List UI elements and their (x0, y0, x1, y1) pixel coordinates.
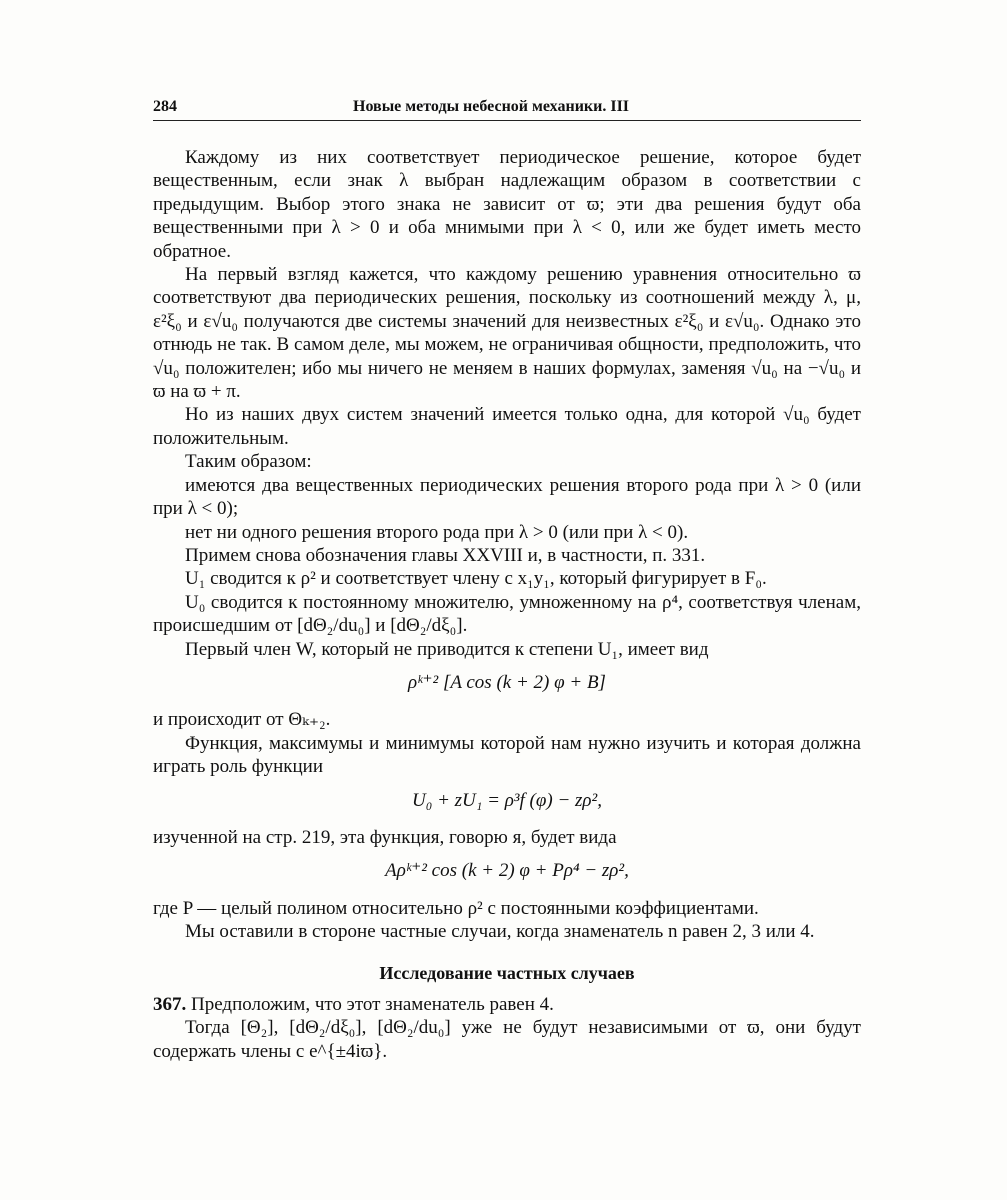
paragraph: Но из наших двух систем значений имеется только одна, для которой √u₀ будет положительным. (153, 404, 861, 449)
paragraph (153, 993, 861, 1016)
paragraph: имеются два вещественных периодических решения второго рода при λ > 0 (или при λ < 0); (153, 474, 861, 520)
paragraph-text: Предположим, что этот знаменатель равен 4. (191, 994, 554, 1015)
paragraph: Таким образом: (185, 451, 312, 473)
running-title: Новые методы небесной механики. III (353, 98, 630, 115)
paragraph: Функция, максимумы и минимумы которой нам нужно изучить и которая должна играть роль функции (153, 732, 861, 778)
equation: U₀ + zU₁ = ρ³f (φ) − zρ², (412, 789, 602, 811)
equation: ρᵏ⁺² [A cos (k + 2) φ + B] (408, 671, 606, 693)
paragraph: На первый взгляд кажется, что каждому решению уравнения относительно ϖ соответствуют два периодических решения, поскольку из соотношений между λ, μ, ε²ξ₀ и ε√u₀ получаются две системы значений для неизвестных ε²ξ₀ и ε√u₀. Однако это отнюдь не так. В самом деле, мы можем, не ограничивая общности, предположить, что √u₀ положителен; ибо мы ничего не меняем в наших формулах, заменяя √u₀ на −√u₀ и ϖ на ϖ + π. (153, 264, 861, 403)
page-number: 284 (153, 98, 177, 115)
paragraph: где P — целый полином относительно ρ² с постоянными коэффициентами. (153, 897, 759, 919)
paragraph: Каждому из них соответствует периодическое решение, которое будет вещественным, если знак λ выбран надлежащим образом в соответствии с предыдущим. Выбор этого знака не зависит от ϖ; эти два решения будут оба вещественными при λ > 0 и оба мнимыми при λ < 0, или же будет иметь место обратное. (153, 147, 861, 262)
running-header (153, 96, 861, 121)
paragraph: Первый член W, который не приводится к степени U₁, имеет вид (185, 638, 709, 660)
section-heading: Исследование частных случаев (379, 962, 635, 983)
paragraph: Тогда [Θ₂], [dΘ₂/dξ₀], [dΘ₂/du₀] уже не будут независимыми от ϖ, они будут содержать члены с e^{±4iϖ}. (153, 1017, 861, 1062)
page-body (153, 146, 861, 1063)
paragraph: изученной на стр. 219, эта функция, говорю я, будет вида (153, 826, 617, 848)
paragraph: и происходит от Θₖ₊₂. (153, 709, 331, 731)
equation: Aρᵏ⁺² cos (k + 2) φ + Pρ⁴ − zρ², (385, 860, 629, 882)
section-number: 367. (153, 994, 187, 1015)
paragraph: Мы оставили в стороне частные случаи, когда знаменатель n равен 2, 3 или 4. (185, 921, 815, 943)
paragraph: U₀ сводится к постоянному множителю, умноженному на ρ⁴, соответствуя членам, происшедшим от [dΘ₂/du₀] и [dΘ₂/dξ₀]. (153, 591, 861, 637)
paragraph: нет ни одного решения второго рода при λ > 0 (или при λ < 0). (185, 521, 689, 543)
paragraph: U₁ сводится к ρ² и соответствует члену с x₁y₁, который фигурирует в F₀. (185, 568, 767, 590)
paragraph: Примем снова обозначения главы XXVIII и, в частности, п. 331. (185, 544, 706, 566)
